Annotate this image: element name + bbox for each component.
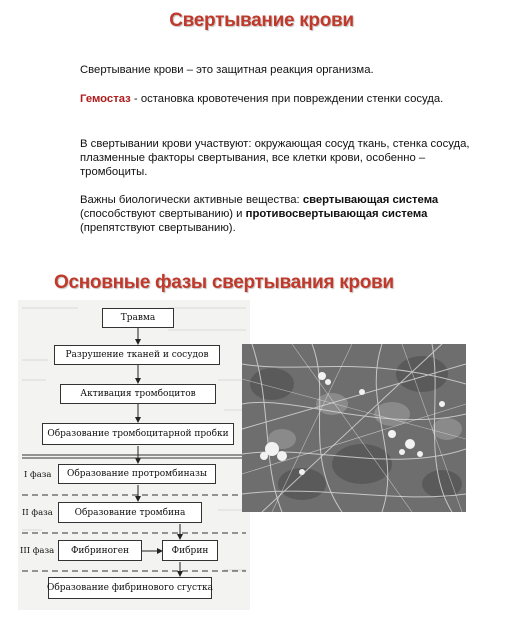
definition-text: Свертывание крови – это защитная реакция организма.: [80, 64, 374, 76]
blood-clot-micrograph: [242, 344, 466, 512]
hemostasis-paragraph: [80, 92, 475, 106]
substances-paragraph: [80, 193, 475, 235]
box-trauma: Травма: [102, 308, 174, 328]
box-fibrinogen: Фибриноген: [58, 540, 142, 561]
participants-text: В свертывании крови участвуют: окружающая сосуд ткань, стенка сосуда, плазменные факторы свертывания, все клетки крови, особенно – тромбоциты.: [80, 138, 470, 178]
substances-tail: (препятствуют свертыванию).: [80, 222, 236, 234]
substances-mid: (способствуют свертыванию) и: [80, 208, 246, 220]
phase-1-label: I фаза: [24, 470, 52, 480]
hemostasis-definition: - остановка кровотечения при повреждении стенки сосуда.: [130, 93, 444, 105]
box-platelet-activation: Активация тромбоцитов: [60, 384, 216, 404]
box-tissue-destruction: Разрушение тканей и сосудов: [54, 345, 220, 365]
phase-2-label: II фаза: [22, 508, 53, 518]
hemostasis-term: Гемостаз: [80, 93, 131, 105]
coagulation-system-term: свертывающая система: [302, 194, 439, 206]
micrograph-image: [242, 344, 466, 512]
anticoagulation-system-term: противосвертывающая система: [245, 208, 428, 220]
box-fibrin-clot: Образование фибринового сгустка: [48, 577, 212, 599]
phases-title: Основные фазы свертывания крови: [54, 272, 394, 293]
box-platelet-plug: Образование тромбоцитарной пробки: [42, 423, 234, 445]
box-thrombin: Образование тромбина: [58, 502, 202, 523]
phase-3-label: III фаза: [20, 546, 55, 556]
box-prothrombinase: Образование протромбиназы: [58, 464, 216, 484]
box-fibrin: Фибрин: [162, 540, 218, 561]
slide-title: Свертывание крови: [169, 10, 354, 31]
coagulation-scheme: [18, 300, 250, 610]
substances-lead: Важны биологически активные вещества:: [80, 194, 303, 206]
